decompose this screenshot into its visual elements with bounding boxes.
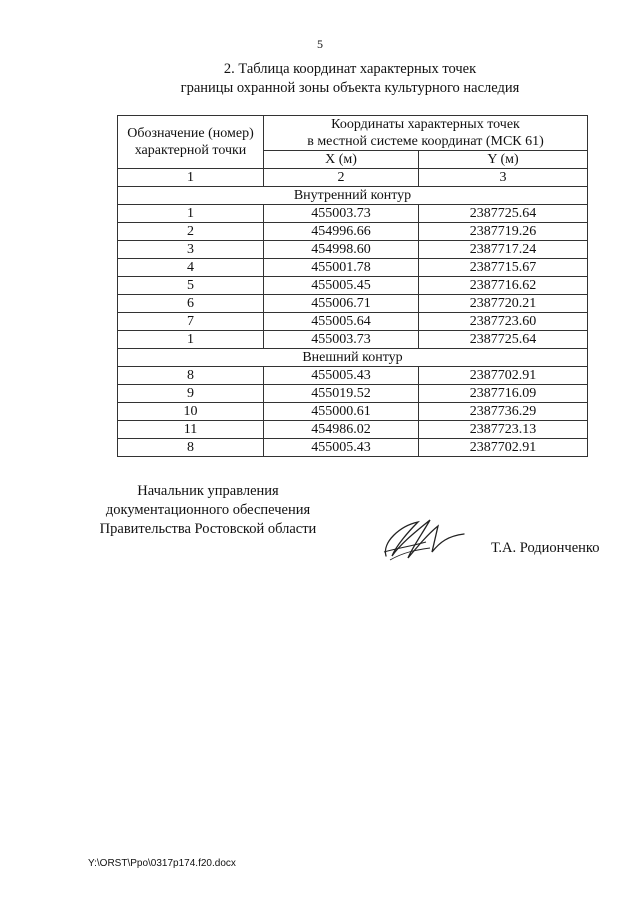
table-row xyxy=(118,313,588,331)
x-coordinate-cell: 455003.73 xyxy=(264,331,419,349)
header-y: Y (м) xyxy=(419,151,588,169)
table-row xyxy=(118,385,588,403)
page-number: 5 xyxy=(317,37,323,51)
table-row xyxy=(118,241,588,259)
section-title: Внешний контур xyxy=(118,349,588,367)
x-coordinate-cell: 455005.45 xyxy=(264,277,419,295)
y-coordinate-cell: 2387725.64 xyxy=(419,205,588,223)
header-point-label-line-2: характерной точки xyxy=(134,143,247,158)
handwritten-signature xyxy=(378,512,470,564)
table-row xyxy=(118,205,588,223)
table-row xyxy=(118,295,588,313)
coordinates-table xyxy=(117,115,588,457)
header-coordinates-line-1: Координаты характерных точек xyxy=(331,117,520,132)
header-point-label-line-1: Обозначение (номер) xyxy=(127,126,254,141)
x-coordinate-cell: 454998.60 xyxy=(264,241,419,259)
point-number-cell: 8 xyxy=(118,439,264,457)
y-coordinate-cell: 2387715.67 xyxy=(419,259,588,277)
point-number-cell: 11 xyxy=(118,421,264,439)
table-row xyxy=(118,223,588,241)
x-coordinate-cell: 455019.52 xyxy=(264,385,419,403)
signature-line-1: Начальник управления xyxy=(137,483,279,499)
point-number-cell: 7 xyxy=(118,313,264,331)
table-row xyxy=(118,403,588,421)
y-coordinate-cell: 2387736.29 xyxy=(419,403,588,421)
y-coordinate-cell: 2387716.62 xyxy=(419,277,588,295)
signature-position xyxy=(88,482,328,539)
table-row xyxy=(118,259,588,277)
x-coordinate-cell: 455005.64 xyxy=(264,313,419,331)
x-coordinate-cell: 455005.43 xyxy=(264,439,419,457)
numbering-cell: 2 xyxy=(264,169,419,187)
x-coordinate-cell: 454986.02 xyxy=(264,421,419,439)
file-path-footer: Y:\ORST\Ppo\0317p174.f20.docx xyxy=(88,858,236,869)
y-coordinate-cell: 2387723.60 xyxy=(419,313,588,331)
y-coordinate-cell: 2387702.91 xyxy=(419,367,588,385)
y-coordinate-cell: 2387702.91 xyxy=(419,439,588,457)
table-row xyxy=(118,277,588,295)
x-coordinate-cell: 455005.43 xyxy=(264,367,419,385)
x-coordinate-cell: 455003.73 xyxy=(264,205,419,223)
point-number-cell: 9 xyxy=(118,385,264,403)
point-number-cell: 2 xyxy=(118,223,264,241)
section-row xyxy=(118,349,588,367)
numbering-cell: 1 xyxy=(118,169,264,187)
point-number-cell: 1 xyxy=(118,331,264,349)
point-number-cell: 8 xyxy=(118,367,264,385)
table-row xyxy=(118,331,588,349)
y-coordinate-cell: 2387719.26 xyxy=(419,223,588,241)
y-coordinate-cell: 2387725.64 xyxy=(419,331,588,349)
x-coordinate-cell: 455000.61 xyxy=(264,403,419,421)
x-coordinate-cell: 455001.78 xyxy=(264,259,419,277)
table-row xyxy=(118,421,588,439)
point-number-cell: 5 xyxy=(118,277,264,295)
point-number-cell: 10 xyxy=(118,403,264,421)
table-row xyxy=(118,367,588,385)
y-coordinate-cell: 2387720.21 xyxy=(419,295,588,313)
point-number-cell: 4 xyxy=(118,259,264,277)
y-coordinate-cell: 2387723.13 xyxy=(419,421,588,439)
section-title: Внутренний контур xyxy=(118,187,588,205)
table-row xyxy=(118,439,588,457)
header-coordinates-line-2: в местной системе координат (МСК 61) xyxy=(307,134,544,149)
signature-line-2: документационного обеспечения xyxy=(105,502,311,518)
numbering-cell: 3 xyxy=(419,169,588,187)
header-row xyxy=(118,116,588,151)
signature-line-3: Правительства Ростовской области xyxy=(99,521,317,537)
table-title xyxy=(0,60,640,98)
header-point-label xyxy=(118,116,264,169)
x-coordinate-cell: 454996.66 xyxy=(264,223,419,241)
y-coordinate-cell: 2387716.09 xyxy=(419,385,588,403)
section-row xyxy=(118,187,588,205)
x-coordinate-cell: 455006.71 xyxy=(264,295,419,313)
point-number-cell: 1 xyxy=(118,205,264,223)
table-title-line-2: границы охранной зоны объекта культурного наследия xyxy=(180,80,520,96)
point-number-cell: 3 xyxy=(118,241,264,259)
header-x: X (м) xyxy=(264,151,419,169)
signer-name: Т.А. Родионченко xyxy=(491,540,600,556)
point-number-cell: 6 xyxy=(118,295,264,313)
numbering-row xyxy=(118,169,588,187)
table-title-line-1: 2. Таблица координат характерных точек xyxy=(223,61,477,77)
y-coordinate-cell: 2387717.24 xyxy=(419,241,588,259)
header-coordinates-label xyxy=(264,116,588,151)
